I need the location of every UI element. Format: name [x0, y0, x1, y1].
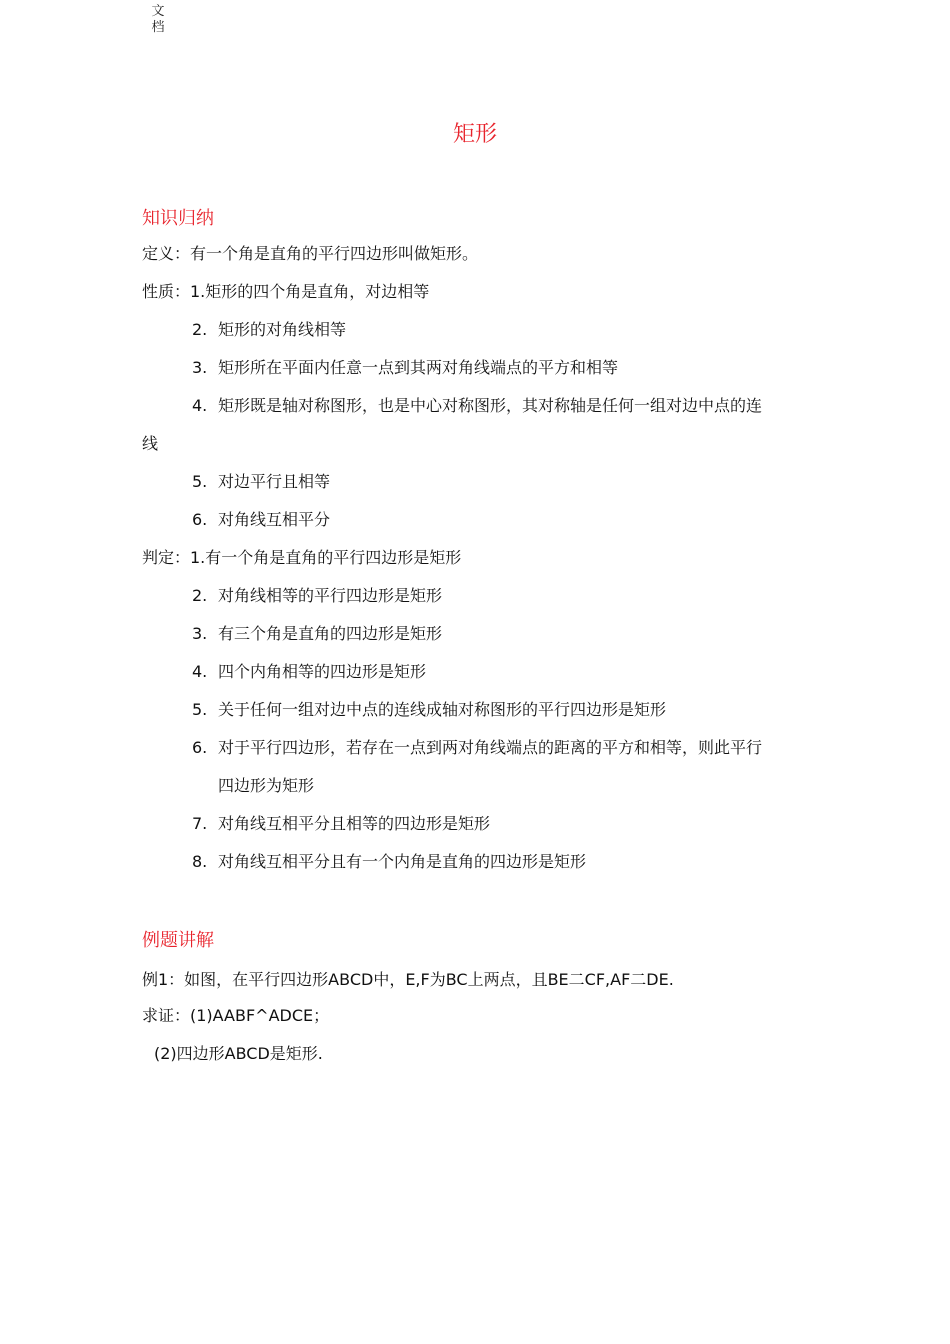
property-item-text: 矩形的对角线相等 — [218, 320, 347, 339]
header-mark — [150, 4, 166, 36]
criteria-item — [192, 698, 666, 722]
prove-part-1: 求证：(1)AABF^ADCE； — [142, 1006, 330, 1025]
criteria-item — [192, 850, 586, 874]
prove-part-2: (2)四边形ABCD是矩形. — [154, 1044, 323, 1063]
property-item-wrap: 线 — [142, 434, 159, 453]
criteria-item-wrap: 四边形为矩形 — [218, 776, 315, 795]
property-item-number: 3. — [192, 358, 208, 377]
criteria-item-text: 关于任何一组对边中点的连线成轴对称图形的平行四边形是矩形 — [218, 700, 667, 719]
property-item-number: 4. — [192, 396, 208, 415]
definition-text: 定义：有一个角是直角的平行四边形叫做矩形。 — [142, 244, 479, 263]
criteria-item-number: 7. — [192, 814, 208, 833]
criteria-item-text: 对角线互相平分且相等的四边形是矩形 — [218, 814, 491, 833]
property-item-text: 对角线互相平分 — [218, 510, 331, 529]
criteria-item — [192, 812, 490, 836]
criteria-item-number: 8. — [192, 852, 208, 871]
criteria-item — [192, 584, 442, 608]
criteria-item-text: 对角线相等的平行四边形是矩形 — [218, 586, 443, 605]
property-item — [192, 318, 346, 342]
header-mark-line1: 文 — [151, 4, 165, 19]
criteria-item — [192, 660, 426, 684]
property-item-number: 2. — [192, 320, 208, 339]
criteria-item-text: 有三个角是直角的四边形是矩形 — [218, 624, 443, 643]
criteria-item-text: 四个内角相等的四边形是矩形 — [218, 662, 427, 681]
property-item — [192, 470, 330, 494]
example-1-text: 例1：如图，在平行四边形ABCD中，E,F为BC上两点，且BE二CF,AF二DE. — [142, 970, 674, 989]
criteria-first-item: 判定：1.有一个角是直角的平行四边形是矩形 — [142, 548, 462, 567]
criteria-item-text: 对于平行四边形，若存在一点到两对角线端点的距离的平方和相等，则此平行 — [218, 738, 763, 757]
criteria-item-text: 对角线互相平分且有一个内角是直角的四边形是矩形 — [218, 852, 587, 871]
property-item-text: 对边平行且相等 — [218, 472, 331, 491]
section-heading-examples: 例题讲解 — [142, 930, 214, 951]
criteria-item — [192, 736, 762, 760]
property-item-text: 矩形所在平面内任意一点到其两对角线端点的平方和相等 — [218, 358, 619, 377]
property-item-text: 矩形既是轴对称图形，也是中心对称图形，其对称轴是任何一组对边中点的连 — [218, 396, 763, 415]
criteria-item-number: 6. — [192, 738, 208, 757]
criteria-item-number: 2. — [192, 586, 208, 605]
criteria-item-number: 3. — [192, 624, 208, 643]
property-item-number: 6. — [192, 510, 208, 529]
properties-first-item: 性质：1.矩形的四个角是直角，对边相等 — [142, 282, 430, 301]
criteria-item-number: 5. — [192, 700, 208, 719]
section-heading-knowledge: 知识归纳 — [142, 208, 214, 229]
property-item — [192, 508, 330, 532]
header-mark-line2: 档 — [151, 20, 165, 35]
property-item — [192, 356, 618, 380]
property-item — [192, 394, 762, 418]
property-item-number: 5. — [192, 472, 208, 491]
page-title: 矩形 — [452, 122, 497, 147]
criteria-item-number: 4. — [192, 662, 208, 681]
criteria-item — [192, 622, 442, 646]
